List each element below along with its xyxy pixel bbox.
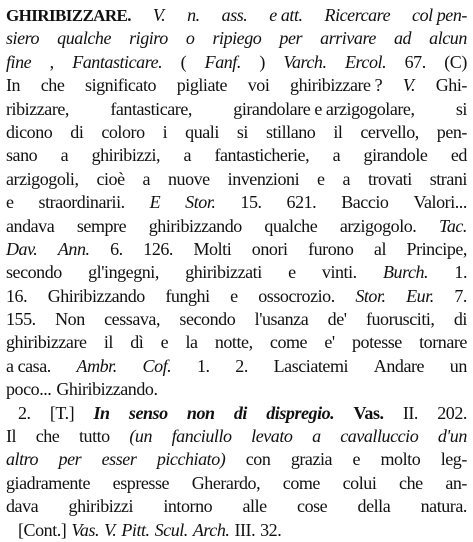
entry-word: fine	[6, 51, 32, 72]
entry-word: picchiato)	[156, 449, 226, 470]
entry-line	[6, 261, 467, 284]
entry-word: ossocrozio.	[258, 285, 335, 306]
entry-word: e	[230, 285, 238, 306]
entry-body	[6, 4, 467, 542]
entry-word: ed	[450, 145, 467, 166]
entry-word: Principe,	[406, 238, 467, 259]
entry-line	[6, 472, 467, 495]
entry-word: a	[183, 145, 192, 166]
entry-word: 7.	[454, 285, 467, 306]
entry-word: ghiribizzando	[148, 215, 242, 236]
entry-word: Scul.	[154, 519, 188, 540]
entry-word: a	[60, 145, 69, 166]
entry-word: 621.	[286, 192, 317, 213]
entry-word: altro	[6, 449, 39, 470]
entry-word: si	[236, 121, 248, 142]
entry-word: Gherardo,	[191, 472, 261, 493]
entry-line	[6, 74, 467, 97]
entry-word: vinti.	[321, 262, 357, 283]
entry-line	[6, 168, 467, 191]
entry-word: Burch.	[382, 262, 429, 283]
entry-word: tornare	[419, 332, 467, 353]
entry-line	[6, 191, 467, 214]
entry-word: andava	[6, 215, 55, 236]
entry-word: girandolare e arzigogolare,	[233, 98, 415, 119]
entry-word: straordinarii.	[38, 192, 125, 213]
entry-word: o	[185, 28, 195, 49]
entry-word: In	[93, 402, 110, 423]
entry-word: n.	[187, 5, 200, 25]
entry-word: secondo	[179, 309, 236, 330]
entry-word: voi	[247, 75, 270, 96]
entry-word: fantasticare,	[110, 98, 192, 119]
entry-word: non	[186, 402, 215, 423]
entry-word: E	[149, 192, 161, 213]
entry-word: il	[103, 332, 113, 353]
entry-word: sempre	[76, 215, 127, 236]
entry-word: significato	[85, 75, 157, 96]
entry-word: la	[185, 332, 198, 353]
entry-line	[6, 98, 467, 121]
entry-word: 1.	[196, 355, 210, 376]
entry-word: ,	[49, 51, 54, 72]
entry-word: come	[282, 472, 320, 493]
entry-word: funghi	[165, 285, 210, 306]
entry-word: come	[269, 332, 308, 353]
entry-word: ghiribizzi,	[91, 145, 161, 166]
entry-word: Ricercare	[324, 5, 391, 25]
entry-word: 16.	[6, 285, 28, 306]
entry-word: ass.	[221, 5, 248, 25]
entry-word: dava	[6, 496, 39, 517]
entry-word: V.	[104, 519, 117, 540]
entry-word: Valori...	[413, 192, 467, 213]
entry-word: un	[449, 355, 467, 376]
entry-word: 2.	[18, 402, 31, 423]
entry-word: i	[162, 121, 168, 142]
entry-word: tutto	[78, 426, 110, 447]
entry-word: notte,	[214, 332, 253, 353]
entry-line	[6, 238, 467, 261]
entry-line	[6, 144, 467, 167]
entry-word: natura.	[420, 496, 467, 517]
entry-word: molto	[380, 449, 421, 470]
entry-word: an-	[445, 472, 467, 493]
entry-word: Eur.	[406, 285, 434, 306]
entry-word: rigiro	[129, 28, 168, 49]
entry-word: Stor.	[185, 192, 216, 213]
entry-word: l'usanza	[254, 309, 309, 330]
entry-word: ripiego	[212, 28, 262, 49]
entry-word: gl'ingegni,	[88, 262, 159, 283]
entry-word: [Cont.]	[18, 519, 67, 540]
entry-word: Non	[55, 309, 85, 330]
entry-word: 32.	[260, 519, 282, 540]
entry-word: di	[70, 121, 84, 142]
entry-line	[6, 402, 467, 425]
entry-word: dicono	[6, 121, 53, 142]
entry-word: nuove	[167, 168, 210, 189]
entry-word: In	[6, 75, 21, 96]
entry-word: Ercol.	[345, 51, 387, 72]
entry-word: ribizzare,	[6, 98, 69, 119]
entry-word: potesse	[352, 332, 402, 353]
entry-word: 155.	[6, 309, 36, 330]
entry-word: si	[455, 98, 467, 119]
entry-word: a	[142, 168, 151, 189]
entry-word: cose	[297, 496, 328, 517]
entry-word: pen-	[436, 121, 467, 142]
entry-word: Il	[6, 426, 17, 447]
entry-word: fuorusciti,	[365, 309, 435, 330]
entry-word: Lasciatemi	[273, 355, 349, 376]
entry-word: alcun	[429, 28, 467, 49]
entry-word: cervello,	[360, 121, 419, 142]
entry-word: d'un	[437, 426, 467, 447]
entry-word: Dav.	[6, 238, 38, 259]
entry-word: secondo	[6, 262, 62, 283]
entry-word: 126.	[143, 238, 173, 259]
entry-word: (C)	[444, 51, 467, 72]
entry-word: V.	[152, 5, 166, 25]
entry-word: Stor.	[355, 285, 386, 306]
entry-word: che	[35, 426, 60, 447]
entry-line	[6, 215, 467, 238]
entry-word: dì	[130, 332, 144, 353]
entry-word: alle	[242, 496, 267, 517]
entry-word: fantasticherie,	[214, 145, 310, 166]
entry-word: furono	[308, 238, 354, 259]
entry-word: Ann.	[57, 238, 90, 259]
entry-word: senso	[128, 402, 168, 423]
entry-word: V.	[402, 75, 416, 96]
entry-word: leg-	[440, 449, 467, 470]
entry-word: e	[317, 168, 325, 189]
entry-word: stillano	[265, 121, 316, 142]
entry-word: [T.]	[49, 402, 75, 423]
entry-word: poco...	[6, 379, 52, 400]
entry-word: Baccio	[341, 192, 389, 213]
entry-line	[6, 331, 467, 354]
entry-word: qualche	[264, 215, 318, 236]
entry-word: quali	[185, 121, 219, 142]
entry-word: il	[333, 121, 343, 142]
entry-word: III.	[234, 519, 256, 540]
entry-word: della	[357, 496, 391, 517]
entry-word: fanciullo	[171, 426, 232, 447]
entry-word: dispregio.	[266, 402, 335, 423]
entry-word: e	[352, 449, 361, 470]
entry-word: 202.	[437, 402, 467, 423]
entry-line	[6, 285, 467, 308]
entry-word: strani	[429, 168, 467, 189]
entry-word: e'	[324, 332, 335, 353]
entry-word: col pen-	[412, 5, 467, 25]
entry-word: con	[245, 449, 271, 470]
entry-word: Vas.	[353, 402, 384, 423]
entry-line	[6, 27, 467, 50]
headword: GHIRIBIZZARE.	[6, 6, 131, 25]
entry-word: 6.	[110, 238, 123, 259]
entry-line	[6, 4, 467, 27]
entry-word: de'	[327, 309, 347, 330]
entry-word: Ambr.	[76, 355, 117, 376]
entry-word: siero	[6, 28, 40, 49]
entry-word: 1.	[454, 262, 467, 283]
entry-word: Arch.	[192, 519, 230, 540]
entry-word: cioè	[96, 168, 125, 189]
entry-word: arzigogolo.	[339, 215, 417, 236]
entry-word: Ghi-	[435, 75, 467, 96]
entry-word: a casa.	[6, 355, 51, 376]
entry-word: Ghiribizzando.	[56, 379, 158, 400]
entry-word: invenzioni	[227, 168, 300, 189]
entry-word: espresse	[112, 472, 170, 493]
entry-word: coloro	[101, 121, 145, 142]
entry-word: trovati	[367, 168, 412, 189]
entry-line	[6, 519, 467, 542]
entry-word: arzigogoli,	[6, 168, 79, 189]
entry-word: girandole	[363, 145, 428, 166]
entry-word: a	[312, 426, 321, 447]
entry-word: ad	[393, 28, 412, 49]
entry-word: colui	[342, 472, 377, 493]
entry-word: onori	[251, 238, 288, 259]
entry-line	[6, 495, 467, 518]
entry-word: e	[6, 192, 14, 213]
entry-line	[6, 355, 467, 378]
entry-line	[6, 121, 467, 144]
entry-line	[6, 308, 467, 331]
entry-word: e	[160, 332, 169, 353]
entry-word: 2.	[235, 355, 248, 376]
entry-word: Tac.	[438, 215, 467, 236]
entry-word: grazia	[290, 449, 333, 470]
entry-line	[6, 425, 467, 448]
entry-word: di	[453, 309, 467, 330]
entry-word: e	[288, 262, 296, 283]
entry-word: ghiribizzare ?	[290, 75, 383, 96]
entry-word: Andare	[373, 355, 425, 376]
entry-word: (	[180, 51, 187, 72]
entry-word: 67.	[404, 51, 426, 72]
entry-line	[6, 51, 467, 74]
entry-word: arrivare	[320, 28, 376, 49]
entry-word: a	[342, 168, 351, 189]
entry-word: intorno	[163, 496, 213, 517]
entry-word: 15.	[240, 192, 262, 213]
entry-word: cavalluccio	[340, 426, 419, 447]
entry-word: cessava,	[104, 309, 161, 330]
entry-word: ghiribizzare	[6, 332, 87, 353]
entry-word: per	[279, 28, 303, 49]
entry-word: ghiribizzati	[185, 262, 262, 283]
entry-line	[6, 448, 467, 471]
entry-word: che	[399, 472, 423, 493]
entry-word: Varch.	[283, 51, 327, 72]
entry-word: (un	[129, 426, 152, 447]
entry-word: sano	[6, 145, 38, 166]
entry-word: qualche	[57, 28, 112, 49]
entry-word: Molti	[193, 238, 232, 259]
entry-word: Fanf.	[204, 51, 241, 72]
entry-word: a	[332, 145, 341, 166]
entry-word: Cof.	[142, 355, 172, 376]
entry-word: Ghiribizzando	[47, 285, 145, 306]
entry-word: che	[40, 75, 65, 96]
entry-word: levato	[251, 426, 293, 447]
entry-line	[6, 378, 467, 401]
entry-word: Pitt.	[121, 519, 150, 540]
entry-word: ghiribizzi	[68, 496, 133, 517]
entry-word: Fantasticare.	[72, 51, 163, 72]
entry-word: per	[58, 449, 82, 470]
entry-word: II.	[402, 402, 418, 423]
entry-word: Vas.	[71, 519, 100, 540]
entry-word: al	[373, 238, 386, 259]
entry-word: )	[259, 51, 265, 72]
entry-word: e att.	[269, 5, 303, 25]
entry-word: pigliate	[176, 75, 228, 96]
entry-word: esser	[101, 449, 137, 470]
entry-word: giadramente	[6, 472, 91, 493]
entry-word: di	[233, 402, 247, 423]
